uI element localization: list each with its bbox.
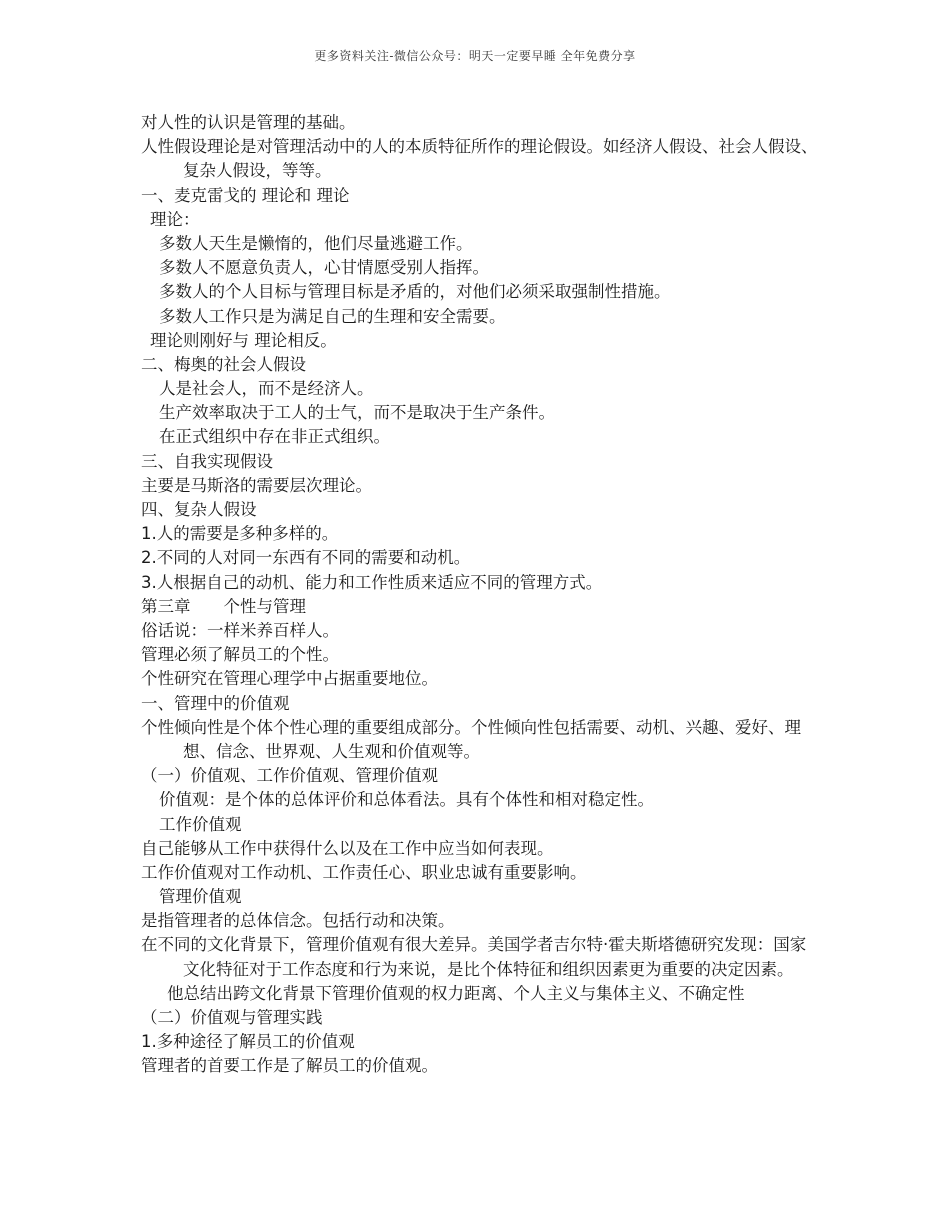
text-line: 主要是马斯洛的需要层次理论。	[141, 475, 372, 495]
text-line: 多数人天生是懒惰的，他们尽量逃避工作。	[159, 233, 473, 253]
text-line: 1.人的需要是多种多样的。	[141, 524, 339, 544]
text-line: 二、梅奥的社会人假设	[141, 354, 306, 374]
text-line: 四、复杂人假设	[141, 500, 257, 520]
text-line: （一）价值观、工作价值观、管理价值观	[141, 766, 438, 786]
text-line: （二）价值观与管理实践	[141, 1008, 323, 1028]
text-line: 管理价值观	[159, 887, 242, 907]
text-line: 人是社会人，而不是经济人。	[159, 379, 374, 399]
text-line: 工作价值观	[159, 814, 242, 834]
text-line: 在不同的文化背景下，管理价值观有很大差异。美国学者吉尔特·霍夫斯塔德研究发现：国家文化特征对于工作态度和行为来说，是比个体特征和组织因素更为重要的决定因素。	[141, 935, 807, 979]
text-line: 多数人不愿意负责人，心甘情愿受别人指挥。	[159, 258, 489, 278]
text-line: 工作价值观对工作动机、工作责任心、职业忠诚有重要影响。	[141, 862, 587, 882]
text-line: 俗话说：一样米养百样人。	[141, 620, 339, 640]
text-line: 第三章 个性与管理	[141, 596, 306, 616]
text-line: 1.多种途径了解员工的价值观	[141, 1032, 355, 1052]
text-line: 管理者的首要工作是了解员工的价值观。	[141, 1056, 438, 1076]
text-line: 三、自我实现假设	[141, 451, 273, 471]
text-line: 一、麦克雷戈的 理论和 理论	[141, 185, 350, 205]
text-line: 是指管理者的总体信念。包括行动和决策。	[141, 911, 455, 931]
text-line: 多数人的个人目标与管理目标是矛盾的，对他们必须采取强制性措施。	[159, 282, 671, 302]
text-line: 3.人根据自己的动机、能力和工作性质来适应不同的管理方式。	[141, 572, 603, 592]
text-line: 生产效率取决于工人的士气，而不是取决于生产条件。	[159, 403, 555, 423]
text-line: 理论：	[150, 209, 200, 229]
text-line: 个性研究在管理心理学中占据重要地位。	[141, 669, 438, 689]
text-line: 他总结出跨文化背景下管理价值观的权力距离、个人主义与集体主义、不确定性	[167, 983, 745, 1003]
page-header: 更多资料关注-微信公众号：明天一定要早睡 全年免费分享	[314, 49, 636, 63]
text-line: 理论则刚好与 理论相反。	[150, 330, 337, 350]
text-line: 一、管理中的价值观	[141, 693, 290, 713]
document-body	[141, 111, 821, 1079]
text-line: 对人性的认识是管理的基础。	[141, 113, 356, 132]
text-line: 自己能够从工作中获得什么以及在工作中应当如何表现。	[141, 838, 554, 858]
text-line: 人性假设理论是对管理活动中的人的本质特征所作的理论假设。如经济人假设、社会人假设、复杂人假设，等等。	[141, 137, 818, 181]
text-line: 2.不同的人对同一东西有不同的需要和动机。	[141, 548, 471, 568]
text-line: 在正式组织中存在非正式组织。	[159, 427, 390, 447]
text-line: 管理必须了解员工的个性。	[141, 645, 339, 665]
text-line: 多数人工作只是为满足自己的生理和安全需要。	[159, 306, 506, 326]
text-line: 个性倾向性是个体个性心理的重要组成部分。个性倾向性包括需要、动机、兴趣、爱好、理想、信念、世界观、人生观和价值观等。	[141, 717, 801, 761]
text-line: 价值观：是个体的总体评价和总体看法。具有个体性和相对稳定性。	[159, 790, 654, 810]
